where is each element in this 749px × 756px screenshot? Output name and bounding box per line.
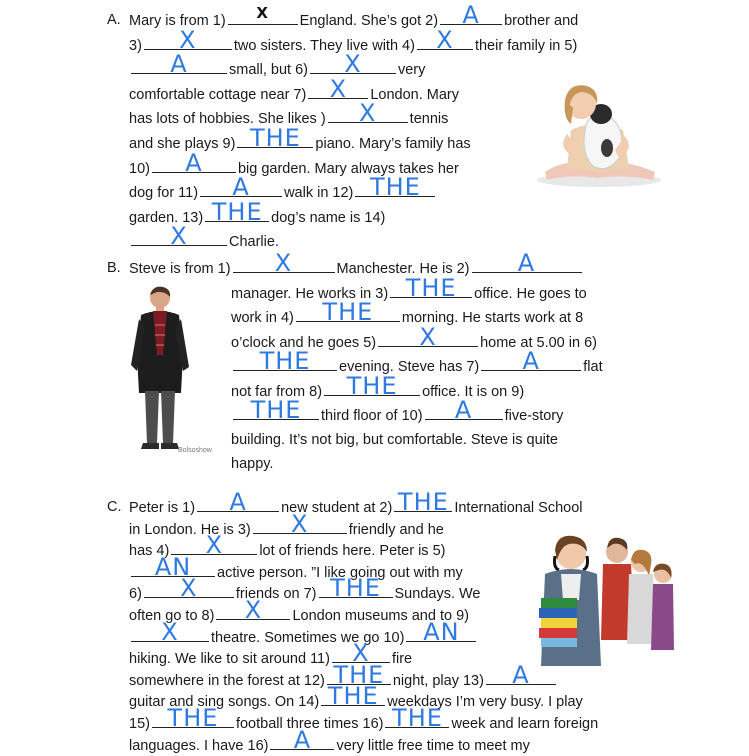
answer-blank[interactable] [237, 124, 313, 152]
answer-blank[interactable] [131, 617, 209, 646]
answer-blank[interactable] [131, 222, 227, 251]
text-segment: morning. He starts work at 8 [401, 310, 584, 326]
text-segment: third floor of 10) [321, 408, 423, 424]
handwritten-answer: X [419, 322, 437, 351]
text-segment: very [397, 62, 426, 79]
text-segment: week and learn foreign [451, 716, 599, 732]
text-segment: Steve is from 1) [129, 261, 231, 277]
answer-blank[interactable] [200, 173, 282, 202]
answer-blank[interactable] [308, 74, 368, 103]
text-segment: o’clock and he goes 5) [231, 334, 377, 351]
text-segment: flat [583, 359, 603, 375]
text-line [129, 617, 478, 648]
text-segment: weekdays I’m very busy. I play [387, 694, 583, 711]
answer-blank[interactable] [228, 4, 298, 25]
section-a-label: A. [107, 12, 121, 28]
answer-blank[interactable] [233, 249, 335, 277]
text-segment: dog for 11) [129, 185, 199, 202]
text-segment: not far from 8) [231, 383, 323, 400]
answer-blank[interactable] [324, 371, 420, 400]
handwritten-answer: THE [167, 704, 219, 732]
handwritten-answer: X [170, 222, 188, 251]
text-segment: guitar and sing songs. On 14) [129, 694, 320, 711]
text-segment: night, play 13) [392, 672, 484, 689]
answer-blank[interactable] [417, 25, 473, 54]
answer-blank[interactable] [296, 298, 400, 326]
text-segment: office. He goes to [474, 285, 587, 302]
text-segment: fire [391, 651, 413, 668]
answer-blank[interactable] [425, 396, 503, 424]
handwritten-answer: X [244, 596, 263, 624]
text-segment: languages. I have 16) [129, 737, 269, 754]
handwritten-answer: X [329, 74, 348, 103]
handwritten-answer: A [522, 347, 540, 375]
text-segment: small, but 6) [229, 62, 308, 79]
handwritten-answer: A [170, 50, 188, 79]
text-segment: friends on 7) [235, 586, 317, 603]
answer-blank[interactable] [253, 509, 347, 538]
handwritten-answer: A [517, 249, 536, 277]
text-segment: has lots of hobbies. She likes ) [129, 111, 326, 128]
text-segment: International School [454, 500, 583, 516]
handwritten-answer: THE [249, 124, 301, 152]
handwritten-answer: X [344, 50, 362, 79]
handwritten-answer: THE [333, 660, 385, 689]
text-line [231, 273, 587, 304]
text-segment: England. She’s got 2) [299, 13, 439, 29]
handwritten-answer: THE [397, 488, 449, 516]
text-segment: work in 4) [231, 310, 294, 326]
text-segment: in London. He is 3) [129, 521, 251, 538]
answer-blank[interactable] [205, 197, 269, 226]
text-line [231, 454, 273, 474]
printed-example-answer: X [256, 4, 269, 22]
text-segment: comfortable cottage near 7) [129, 86, 307, 103]
text-segment: manager. He works in 3) [231, 285, 389, 302]
text-segment: London. Mary [370, 86, 459, 103]
answer-blank[interactable] [328, 99, 408, 128]
text-segment: two sisters. They live with 4) [233, 37, 415, 54]
handwritten-answer: THE [392, 704, 443, 732]
answer-blank[interactable] [152, 148, 236, 177]
text-segment: 3) [129, 37, 142, 54]
girl-with-dog-photo [535, 78, 670, 188]
text-segment: Peter is 1) [129, 500, 196, 516]
text-segment: piano. Mary’s family has [315, 136, 471, 152]
answer-blank[interactable] [394, 488, 452, 516]
answer-blank[interactable] [197, 488, 279, 516]
handwritten-answer: THE [211, 197, 263, 226]
handwritten-answer: X [274, 249, 293, 277]
answer-blank[interactable] [144, 574, 234, 603]
handwritten-answer: AN [423, 617, 460, 646]
answer-blank[interactable] [472, 249, 582, 277]
handwritten-answer: X [179, 25, 197, 54]
handwritten-answer: X [205, 531, 224, 560]
handwritten-answer: A [229, 488, 247, 516]
answer-blank[interactable] [233, 347, 337, 375]
text-line [129, 574, 481, 604]
text-segment: 15) [129, 716, 150, 732]
text-segment: home at 5.00 in 6) [480, 334, 597, 351]
text-segment: 6) [129, 586, 142, 603]
answer-blank[interactable] [378, 322, 478, 351]
handwritten-answer: X [358, 99, 377, 128]
text-line [129, 222, 279, 252]
answer-blank[interactable] [390, 273, 472, 302]
text-line [231, 430, 558, 450]
answer-blank[interactable] [233, 396, 319, 424]
text-line [129, 725, 530, 756]
handwritten-answer: A [185, 148, 203, 177]
text-segment: office. It is on 9) [422, 383, 525, 400]
answer-blank[interactable] [319, 574, 393, 603]
text-segment: happy. [231, 456, 274, 472]
text-segment: often go to 8) [129, 608, 215, 624]
text-segment: very little free time to meet my [336, 737, 530, 754]
text-segment: somewhere in the forest at 12) [129, 672, 325, 689]
handwritten-answer: AN [154, 552, 192, 581]
text-segment: building. It’s not big, but comfortable. Steve is quite [231, 431, 558, 448]
text-segment: evening. Steve has 7) [339, 359, 480, 375]
text-segment: London museums and to 9) [292, 608, 469, 624]
text-line [129, 488, 583, 518]
text-line [231, 396, 564, 426]
handwritten-answer: X [180, 574, 198, 603]
handwritten-answer: X [436, 25, 454, 54]
text-segment: lot of friends here. Peter is 5) [259, 543, 446, 560]
handwritten-answer: A [462, 1, 480, 29]
text-segment: active person. ”I like going out with my [217, 564, 463, 581]
watermark-text: Bolsoshow [178, 447, 212, 454]
handwritten-answer: THE [346, 371, 398, 400]
handwritten-answer: THE [327, 682, 379, 711]
answer-blank[interactable] [486, 660, 556, 689]
handwritten-answer: A [512, 660, 530, 689]
handwritten-answer: THE [250, 396, 302, 424]
handwritten-answer: A [454, 396, 473, 424]
text-segment: football three times 16) [235, 716, 384, 732]
answer-blank[interactable] [152, 704, 234, 732]
handwritten-answer: X [352, 639, 370, 668]
text-segment: Manchester. He is 2) [336, 261, 470, 277]
text-segment: walk in 12) [284, 185, 354, 202]
answer-blank[interactable] [131, 552, 215, 581]
text-segment: theatre. Sometimes we go 10) [211, 629, 405, 646]
text-segment: garden. 13) [129, 209, 204, 226]
text-line [129, 50, 426, 80]
answer-blank[interactable] [144, 25, 232, 54]
text-segment: tennis [409, 111, 449, 128]
text-segment: hiking. We like to sit around 11) [129, 651, 330, 668]
text-line [129, 173, 437, 203]
answer-blank[interactable] [355, 173, 435, 202]
answer-blank[interactable] [321, 682, 385, 711]
text-segment: has 4) [129, 543, 170, 560]
text-segment: 10) [129, 160, 150, 177]
handwritten-answer: THE [369, 173, 421, 202]
man-in-coat-photo [125, 285, 195, 450]
text-segment: and she plays 9) [129, 136, 236, 152]
answer-blank[interactable] [481, 347, 581, 375]
answer-blank[interactable] [385, 704, 449, 732]
text-segment: big garden. Mary always takes her [237, 160, 459, 177]
text-segment: new student at 2) [281, 500, 393, 516]
text-segment: friendly and he [348, 521, 444, 538]
handwritten-answer: THE [322, 298, 374, 326]
text-segment: dog’s name is 14) [271, 209, 386, 226]
handwritten-answer: X [290, 509, 309, 538]
students-group-photo [525, 520, 675, 670]
answer-blank[interactable] [131, 50, 227, 79]
text-segment: five-story [504, 408, 564, 424]
answer-blank[interactable] [406, 617, 476, 646]
text-line [129, 704, 599, 734]
text-segment: their family in 5) [474, 37, 578, 54]
handwritten-answer: THE [405, 273, 457, 302]
handwritten-answer: X [161, 617, 179, 646]
answer-blank[interactable] [310, 50, 396, 79]
handwritten-answer: A [232, 173, 250, 202]
handwritten-answer: THE [330, 574, 381, 603]
section-b-label: B. [107, 260, 121, 276]
section-c-label: C. [107, 499, 122, 515]
text-segment: brother and [504, 13, 579, 29]
answer-blank[interactable] [440, 1, 502, 29]
handwritten-answer: THE [259, 347, 311, 375]
text-line [129, 249, 584, 279]
text-segment: Charlie. [229, 234, 279, 251]
answer-blank[interactable] [270, 725, 334, 754]
text-line [129, 74, 459, 105]
handwritten-answer: A [293, 725, 312, 754]
text-segment: Sundays. We [394, 586, 481, 603]
answer-blank[interactable] [216, 596, 290, 624]
text-segment: Mary is from 1) [129, 13, 226, 29]
